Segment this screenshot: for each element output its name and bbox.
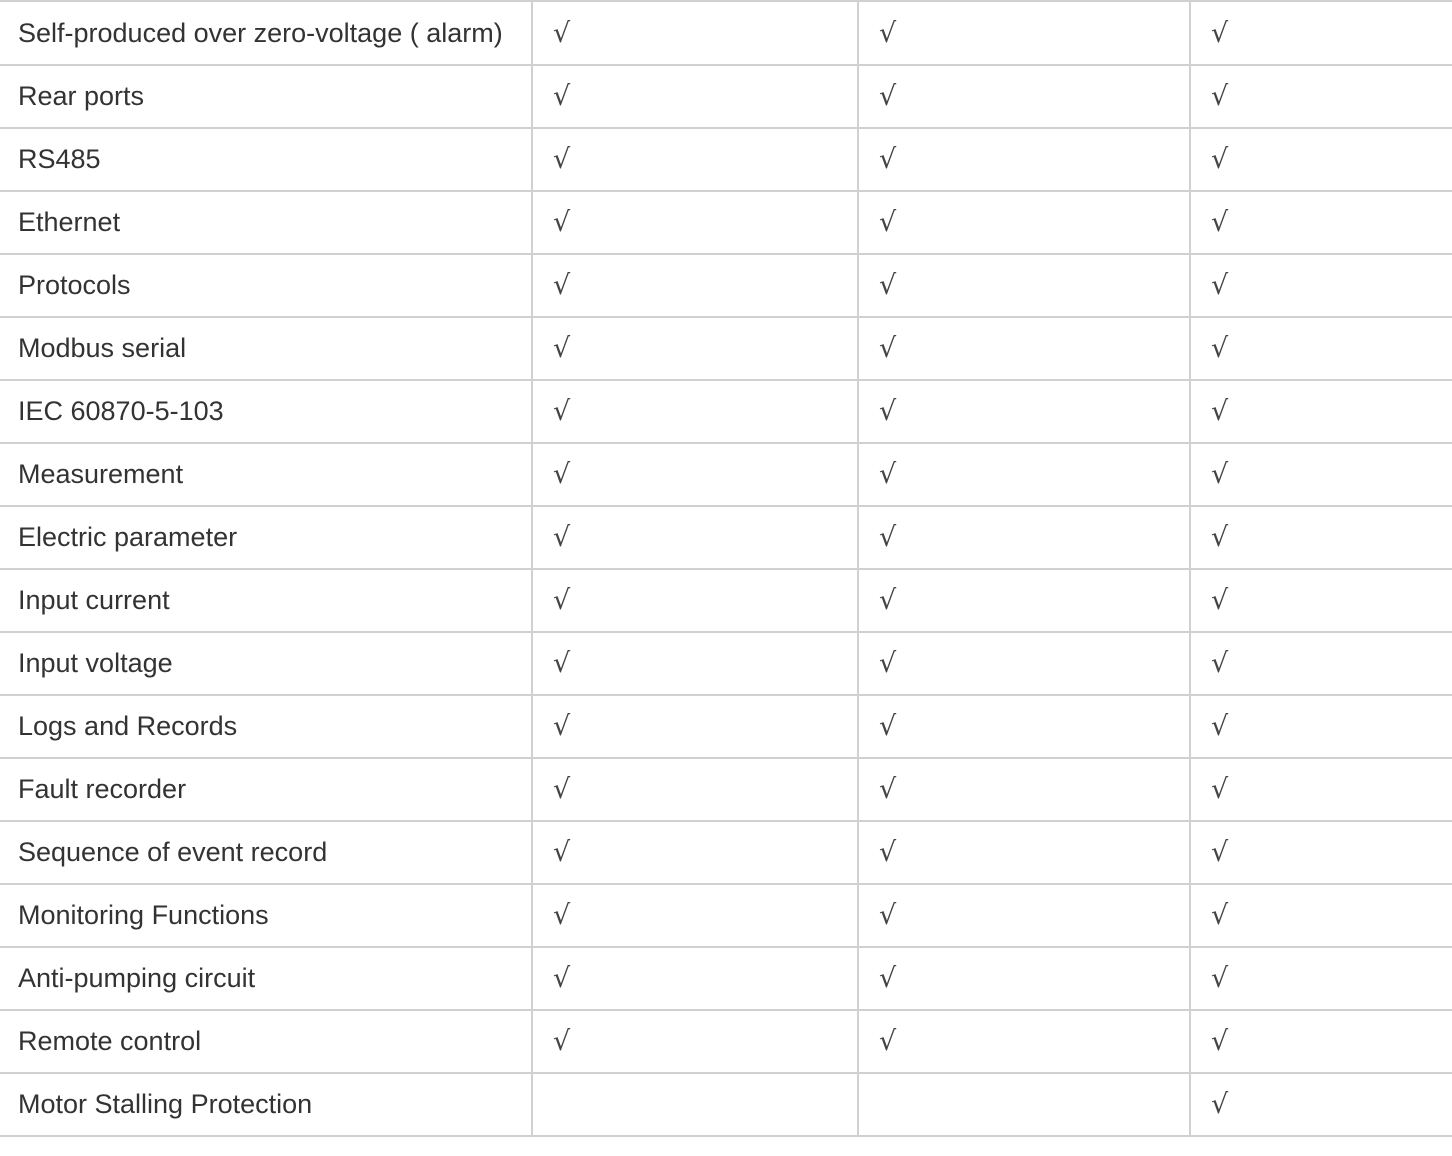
table-row xyxy=(0,380,1452,443)
feature-comparison-table xyxy=(0,2,1452,1137)
feature-name-cell: Electric parameter xyxy=(0,506,532,569)
check-mark-cell: √ xyxy=(532,569,858,632)
table-row xyxy=(0,1010,1452,1073)
feature-name-cell: Protocols xyxy=(0,254,532,317)
check-mark-cell: √ xyxy=(858,821,1190,884)
check-mark-cell: √ xyxy=(858,65,1190,128)
check-mark-cell: √ xyxy=(532,758,858,821)
feature-name-cell: IEC 60870-5-103 xyxy=(0,380,532,443)
feature-name-cell: Monitoring Functions xyxy=(0,884,532,947)
check-mark-cell: √ xyxy=(858,884,1190,947)
check-mark-cell: √ xyxy=(858,758,1190,821)
feature-name-cell: Sequence of event record xyxy=(0,821,532,884)
feature-name-cell: Fault recorder xyxy=(0,758,532,821)
check-mark-cell: √ xyxy=(1190,884,1452,947)
feature-name-cell: Logs and Records xyxy=(0,695,532,758)
feature-name-cell: Modbus serial xyxy=(0,317,532,380)
check-mark-cell: √ xyxy=(532,506,858,569)
table-row xyxy=(0,2,1452,65)
check-mark-cell: √ xyxy=(858,569,1190,632)
feature-name-cell: Rear ports xyxy=(0,65,532,128)
check-mark-cell: √ xyxy=(532,380,858,443)
table-row xyxy=(0,884,1452,947)
check-mark-cell: √ xyxy=(1190,65,1452,128)
table-row xyxy=(0,695,1452,758)
check-mark-cell: √ xyxy=(858,506,1190,569)
check-mark-cell: √ xyxy=(532,821,858,884)
feature-name-cell: Ethernet xyxy=(0,191,532,254)
feature-name-cell: Input current xyxy=(0,569,532,632)
check-mark-cell: √ xyxy=(1190,1073,1452,1136)
check-mark-cell: √ xyxy=(858,947,1190,1010)
check-mark-cell: √ xyxy=(1190,380,1452,443)
check-mark-cell: √ xyxy=(858,191,1190,254)
table-row xyxy=(0,128,1452,191)
check-mark-cell: √ xyxy=(532,443,858,506)
check-mark-cell: √ xyxy=(1190,2,1452,65)
check-mark-cell xyxy=(532,1073,858,1136)
check-mark-cell: √ xyxy=(858,632,1190,695)
check-mark-cell: √ xyxy=(858,380,1190,443)
table-row xyxy=(0,632,1452,695)
check-mark-cell: √ xyxy=(1190,1010,1452,1073)
check-mark-cell: √ xyxy=(1190,821,1452,884)
check-mark-cell: √ xyxy=(858,695,1190,758)
table-row xyxy=(0,758,1452,821)
table-row xyxy=(0,65,1452,128)
check-mark-cell: √ xyxy=(1190,191,1452,254)
check-mark-cell: √ xyxy=(858,317,1190,380)
table-row xyxy=(0,317,1452,380)
check-mark-cell: √ xyxy=(858,443,1190,506)
check-mark-cell: √ xyxy=(1190,758,1452,821)
check-mark-cell: √ xyxy=(532,191,858,254)
check-mark-cell: √ xyxy=(532,254,858,317)
feature-name-cell: Self-produced over zero-voltage ( alarm) xyxy=(0,2,532,65)
check-mark-cell: √ xyxy=(858,128,1190,191)
check-mark-cell: √ xyxy=(858,1010,1190,1073)
check-mark-cell: √ xyxy=(532,2,858,65)
check-mark-cell: √ xyxy=(1190,632,1452,695)
check-mark-cell: √ xyxy=(1190,254,1452,317)
check-mark-cell: √ xyxy=(858,2,1190,65)
table-row xyxy=(0,506,1452,569)
check-mark-cell: √ xyxy=(532,884,858,947)
check-mark-cell: √ xyxy=(532,632,858,695)
table-row xyxy=(0,569,1452,632)
table-row xyxy=(0,191,1452,254)
feature-name-cell: RS485 xyxy=(0,128,532,191)
feature-name-cell: Input voltage xyxy=(0,632,532,695)
check-mark-cell: √ xyxy=(1190,947,1452,1010)
table-row xyxy=(0,443,1452,506)
feature-name-cell: Motor Stalling Protection xyxy=(0,1073,532,1136)
check-mark-cell: √ xyxy=(1190,317,1452,380)
check-mark-cell: √ xyxy=(532,1010,858,1073)
table-row xyxy=(0,947,1452,1010)
table-row xyxy=(0,254,1452,317)
check-mark-cell: √ xyxy=(532,128,858,191)
check-mark-cell: √ xyxy=(1190,506,1452,569)
feature-name-cell: Remote control xyxy=(0,1010,532,1073)
check-mark-cell xyxy=(858,1073,1190,1136)
check-mark-cell: √ xyxy=(1190,443,1452,506)
check-mark-cell: √ xyxy=(532,695,858,758)
feature-name-cell: Anti-pumping circuit xyxy=(0,947,532,1010)
check-mark-cell: √ xyxy=(858,254,1190,317)
table-row xyxy=(0,1073,1452,1136)
check-mark-cell: √ xyxy=(1190,695,1452,758)
feature-name-cell: Measurement xyxy=(0,443,532,506)
check-mark-cell: √ xyxy=(532,947,858,1010)
check-mark-cell: √ xyxy=(532,65,858,128)
check-mark-cell: √ xyxy=(1190,128,1452,191)
check-mark-cell: √ xyxy=(1190,569,1452,632)
table-row xyxy=(0,821,1452,884)
check-mark-cell: √ xyxy=(532,317,858,380)
